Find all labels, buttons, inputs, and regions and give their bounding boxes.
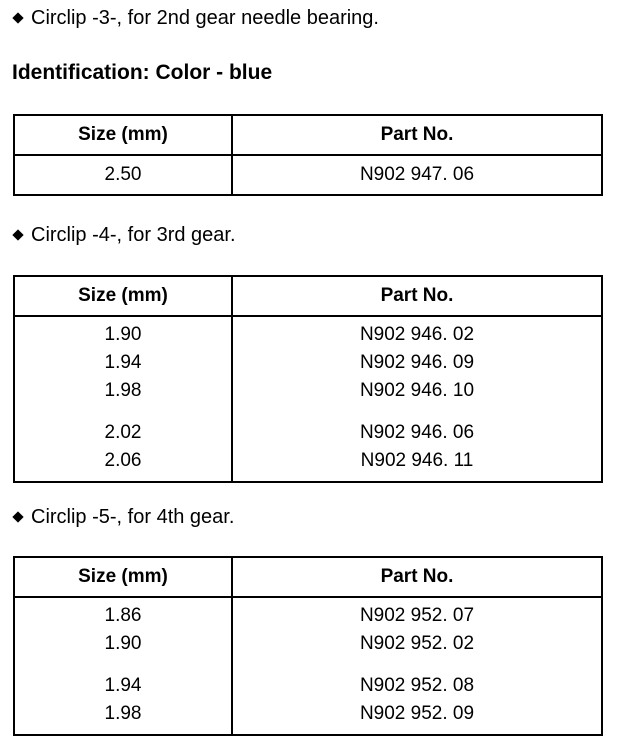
circlip-4-text: Circlip -4-, for 3rd gear. (31, 224, 236, 246)
size-header: Size (mm) (14, 276, 232, 316)
circlip-5-table (13, 556, 603, 736)
size-cell: 1.98 (104, 703, 142, 724)
size-cell: 1.86 (104, 605, 142, 626)
circlip-3-heading (14, 6, 379, 30)
size-cell: 1.90 (104, 633, 142, 654)
size-cell: 1.94 (104, 352, 142, 373)
table-row (14, 155, 602, 195)
size-cell: 2.06 (104, 450, 142, 471)
bullet-diamond-icon (12, 511, 23, 522)
part-cell: N902 952. 08 (359, 675, 475, 696)
part-cell: N902 946. 09 (359, 352, 475, 373)
table-row (14, 597, 602, 735)
circlip-4-table (13, 275, 603, 483)
part-header: Part No. (232, 557, 602, 597)
circlip-4-heading (14, 223, 236, 247)
bullet-diamond-icon (12, 12, 23, 23)
circlip-3-table (13, 114, 603, 196)
size-cell: 2.02 (104, 422, 142, 443)
table-row (14, 316, 602, 482)
part-cell: N902 952. 09 (359, 703, 475, 724)
part-cell: N902 946. 10 (359, 380, 475, 401)
part-cell: N902 952. 07 (359, 605, 475, 626)
size-cell: 2.50 (14, 155, 232, 195)
bullet-diamond-icon (12, 229, 23, 240)
part-cell: N902 952. 02 (359, 633, 475, 654)
size-header: Size (mm) (14, 557, 232, 597)
part-header: Part No. (232, 115, 602, 155)
part-header: Part No. (232, 276, 602, 316)
size-cell: 1.94 (104, 675, 142, 696)
circlip-3-text: Circlip -3-, for 2nd gear needle bearing. (31, 7, 379, 29)
size-header: Size (mm) (14, 115, 232, 155)
part-cell: N902 946. 06 (359, 422, 475, 443)
size-cell: 1.90 (104, 324, 142, 345)
part-cell: N902 946. 02 (359, 324, 475, 345)
part-cell: N902 946. 11 (360, 450, 474, 471)
circlip-5-text: Circlip -5-, for 4th gear. (31, 506, 235, 528)
identification-label: Identification: Color - blue (12, 61, 273, 84)
size-cell: 1.98 (104, 380, 142, 401)
circlip-5-heading (14, 505, 234, 529)
part-cell: N902 947. 06 (232, 155, 602, 195)
